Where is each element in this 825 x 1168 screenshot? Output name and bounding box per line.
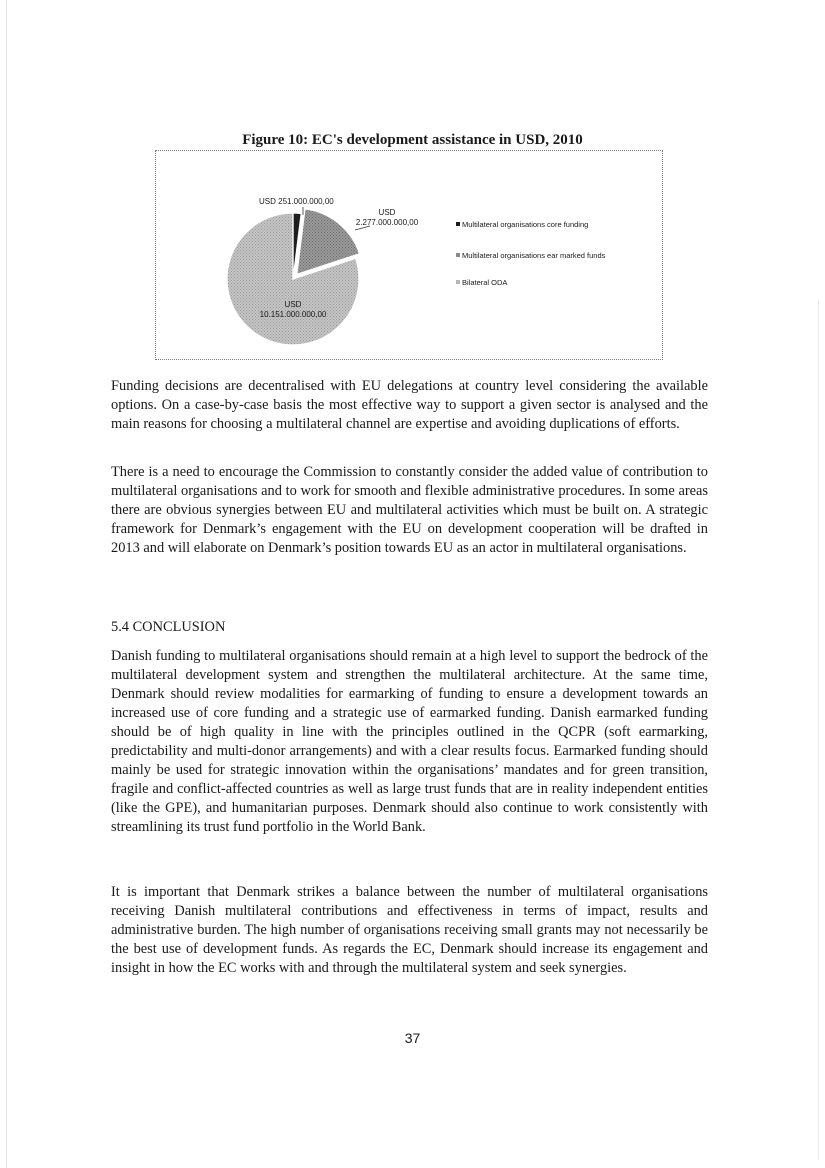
legend-swatch-core [456,222,460,226]
pie-chart [156,151,664,361]
paragraph-danish-funding: Danish funding to multilateral organisations should remain at a high level to support the bedrock of the multilateral development system and strengthen the multilateral architecture. At the same time, Denmark should review modalities for earmarking of funding to ensure a development towards an increased use of core funding and a strategic use of earmarked funding. Danish earmarked funding should be of high quality in line with the principles outlined in the QCPR (soft earmarking, predictability and multi-donor arrangements) and with a clear results focus. Earmarked funding should mainly be used for strategic innovation within the organisations’ mandates and for green transition, fragile and conflict-affected countries as well as large trust funds that are in reality independent entities (like the GPE), and humanitarian purposes. Denmark should also continue to work consistently with streamlining its trust fund portfolio in the World Bank. [111,648,708,835]
page-number: 37 [404,1030,421,1046]
legend-swatch-bilateral [456,280,460,284]
legend-label-core: Multilateral organisations core funding [462,220,589,229]
data-label-earmarked: USD 2.277.000.000,00 [355,208,419,227]
legend-label-bilateral: Bilateral ODA [462,278,508,287]
section-heading: 5.4 CONCLUSION [111,619,226,635]
legend-label-earmarked: Multilateral organisations ear marked funds [462,251,606,260]
paragraph-funding-decisions: Funding decisions are decentralised with EU delegations at country level considering the available options. On a case-by-case basis the most effective way to support a given sector is analysed and the main reasons for choosing a multilateral channel are expertise and avoiding duplications of efforts. [111,378,708,432]
figure-box [155,150,663,360]
legend-swatch-earmarked [456,253,460,257]
paragraph-balance: It is important that Denmark strikes a balance between the number of multilateral organisations receiving Danish multilateral contributions and effectiveness in terms of impact, results and administrative burden. The high number of organisations receiving small grants may not necessarily be the best use of development funds. As regards the EC, Denmark should increase its engagement and insight in how the EC works with and through the multilateral system and seek synergies. [111,884,708,976]
scan-edge-left [6,0,7,1168]
data-label-bilateral: USD 10.151.000.000,00 [259,300,327,319]
data-label-core: USD 251.000.000,00 [259,197,334,206]
paragraph-commission-need: There is a need to encourage the Commission to constantly consider the added value of contribution to multilateral organisations and to work for smooth and flexible administrative procedures. In some areas there are obvious synergies between EU and multilateral activities which must be built on. A strategic framework for Denmark’s engagement with the EU on development cooperation will be drafted in 2013 and will elaborate on Denmark’s position towards EU as an actor in multilateral organisations. [111,464,708,556]
figure-title: Figure 10: EC's development assistance in USD, 2010 [242,132,583,148]
